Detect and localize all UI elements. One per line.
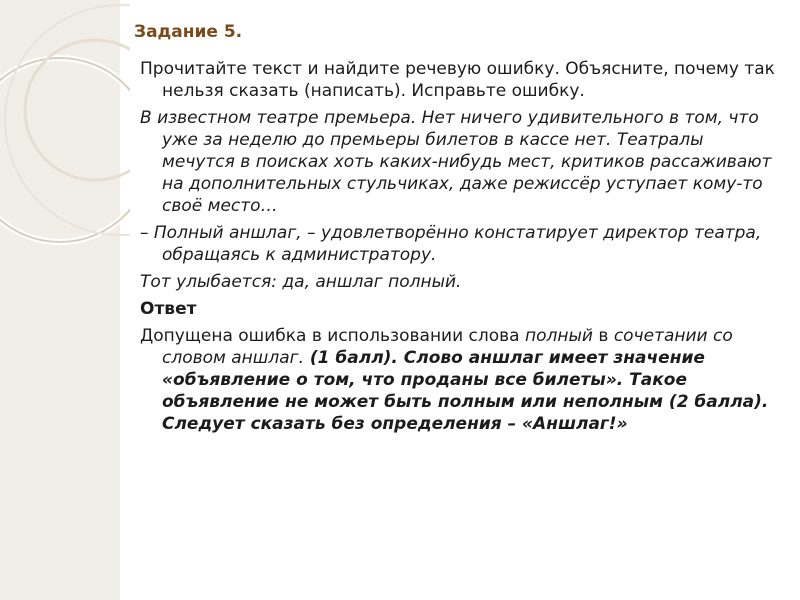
- passage-paragraph-1: В известном театре премьера. Нет ничего удивительного в том, что уже за неделю до премьеры билетов в кассе нет. Театралы мечутся в поисках хоть каких-нибудь мест, критиков рассаживают на дополнительных стульчиках, даже режиссёр уступает кому-то своё место…: [140, 108, 772, 216]
- answer-word-anshlag: аншлаг: [468, 348, 543, 368]
- passage-paragraph-2: – Полный аншлаг, – удовлетворённо констатирует директор театра, обращаясь к администратору.: [140, 223, 762, 265]
- passage-paragraph-3: Тот улыбается: да, аншлаг полный.: [140, 272, 462, 292]
- answer-text-3: в: [592, 326, 614, 346]
- answer-text-4: сочетании со словом аншлаг.: [162, 326, 733, 368]
- answer-explanation: [140, 325, 780, 435]
- slide-body: [140, 58, 780, 440]
- answer-word-polny: полный: [525, 326, 593, 346]
- answer-text-1: Допущена ошибка в использовании слова: [140, 326, 526, 346]
- answer-heading: Ответ: [140, 299, 197, 319]
- decorative-rings: [0, 0, 130, 600]
- instruction-text: Прочитайте текст и найдите речевую ошибку. Объясните, почему так нельзя сказать (написать). Исправьте ошибку.: [140, 59, 775, 101]
- slide-title: Задание 5.: [134, 22, 243, 42]
- answer-text-7: имеет значение «объявление о том, что проданы все билеты». Такое объявление не может быть полным или неполным (2 балла). Следует сказать без определения – «Аншлаг!»: [162, 348, 769, 434]
- answer-text-5: (1 балл). Слово: [303, 348, 469, 368]
